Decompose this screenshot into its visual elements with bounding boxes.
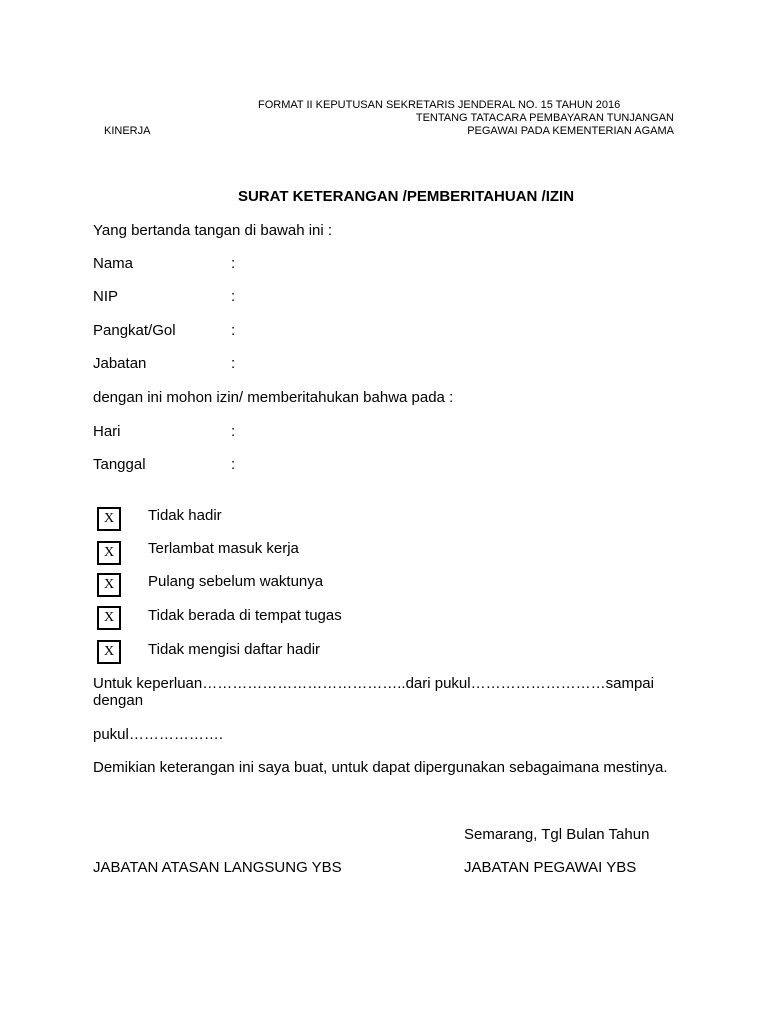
header-line-1: FORMAT II KEPUTUSAN SEKRETARIS JENDERAL NO. 15 TAHUN 2016	[258, 99, 621, 111]
time-line: pukul……………….	[93, 726, 224, 743]
option-checkbox[interactable]: X	[97, 507, 121, 531]
statement-text: dengan ini mohon izin/ memberitahukan bahwa pada :	[93, 389, 454, 406]
option-checkbox[interactable]: X	[97, 541, 121, 565]
option-checkbox[interactable]: X	[97, 573, 121, 597]
field-label-tanggal: Tanggal	[93, 456, 146, 473]
field-label-nama: Nama	[93, 255, 134, 272]
field-colon: :	[231, 322, 236, 339]
header-line-3-left: KINERJA	[104, 125, 151, 137]
field-label-jabatan: Jabatan	[93, 355, 147, 372]
option-label: Tidak hadir	[148, 507, 222, 524]
option-label: Terlambat masuk kerja	[148, 540, 299, 557]
option-checkbox[interactable]: X	[97, 606, 121, 630]
purpose-line: Untuk keperluan…………………………………..dari pukul………………………sampai dengan	[93, 675, 654, 709]
closing-text: Demikian keterangan ini saya buat, untuk dapat dipergunakan sebagaimana mestinya.	[93, 759, 668, 776]
field-colon: :	[231, 288, 236, 305]
option-checkbox[interactable]: X	[97, 640, 121, 664]
field-colon: :	[231, 456, 236, 473]
option-label: Tidak mengisi daftar hadir	[148, 641, 321, 658]
option-label: Pulang sebelum waktunya	[148, 573, 324, 590]
document-title: SURAT KETERANGAN /PEMBERITAHUAN /IZIN	[237, 188, 575, 205]
option-label: Tidak berada di tempat tugas	[148, 607, 342, 624]
field-colon: :	[231, 423, 236, 440]
field-colon: :	[231, 355, 236, 372]
signature-right-title: JABATAN PEGAWAI YBS	[464, 859, 637, 876]
signature-left-title: JABATAN ATASAN LANGSUNG YBS	[93, 859, 342, 876]
field-label-pangkat-gol: Pangkat/Gol	[93, 322, 176, 339]
place-date: Semarang, Tgl Bulan Tahun	[464, 826, 650, 843]
intro-text: Yang bertanda tangan di bawah ini :	[93, 222, 333, 239]
header-line-2: TENTANG TATACARA PEMBAYARAN TUNJANGAN	[415, 112, 674, 124]
header-line-3-right: PEGAWAI PADA KEMENTERIAN AGAMA	[467, 125, 674, 137]
field-label-nip: NIP	[93, 288, 119, 305]
field-colon: :	[231, 255, 236, 272]
field-label-hari: Hari	[93, 423, 121, 440]
